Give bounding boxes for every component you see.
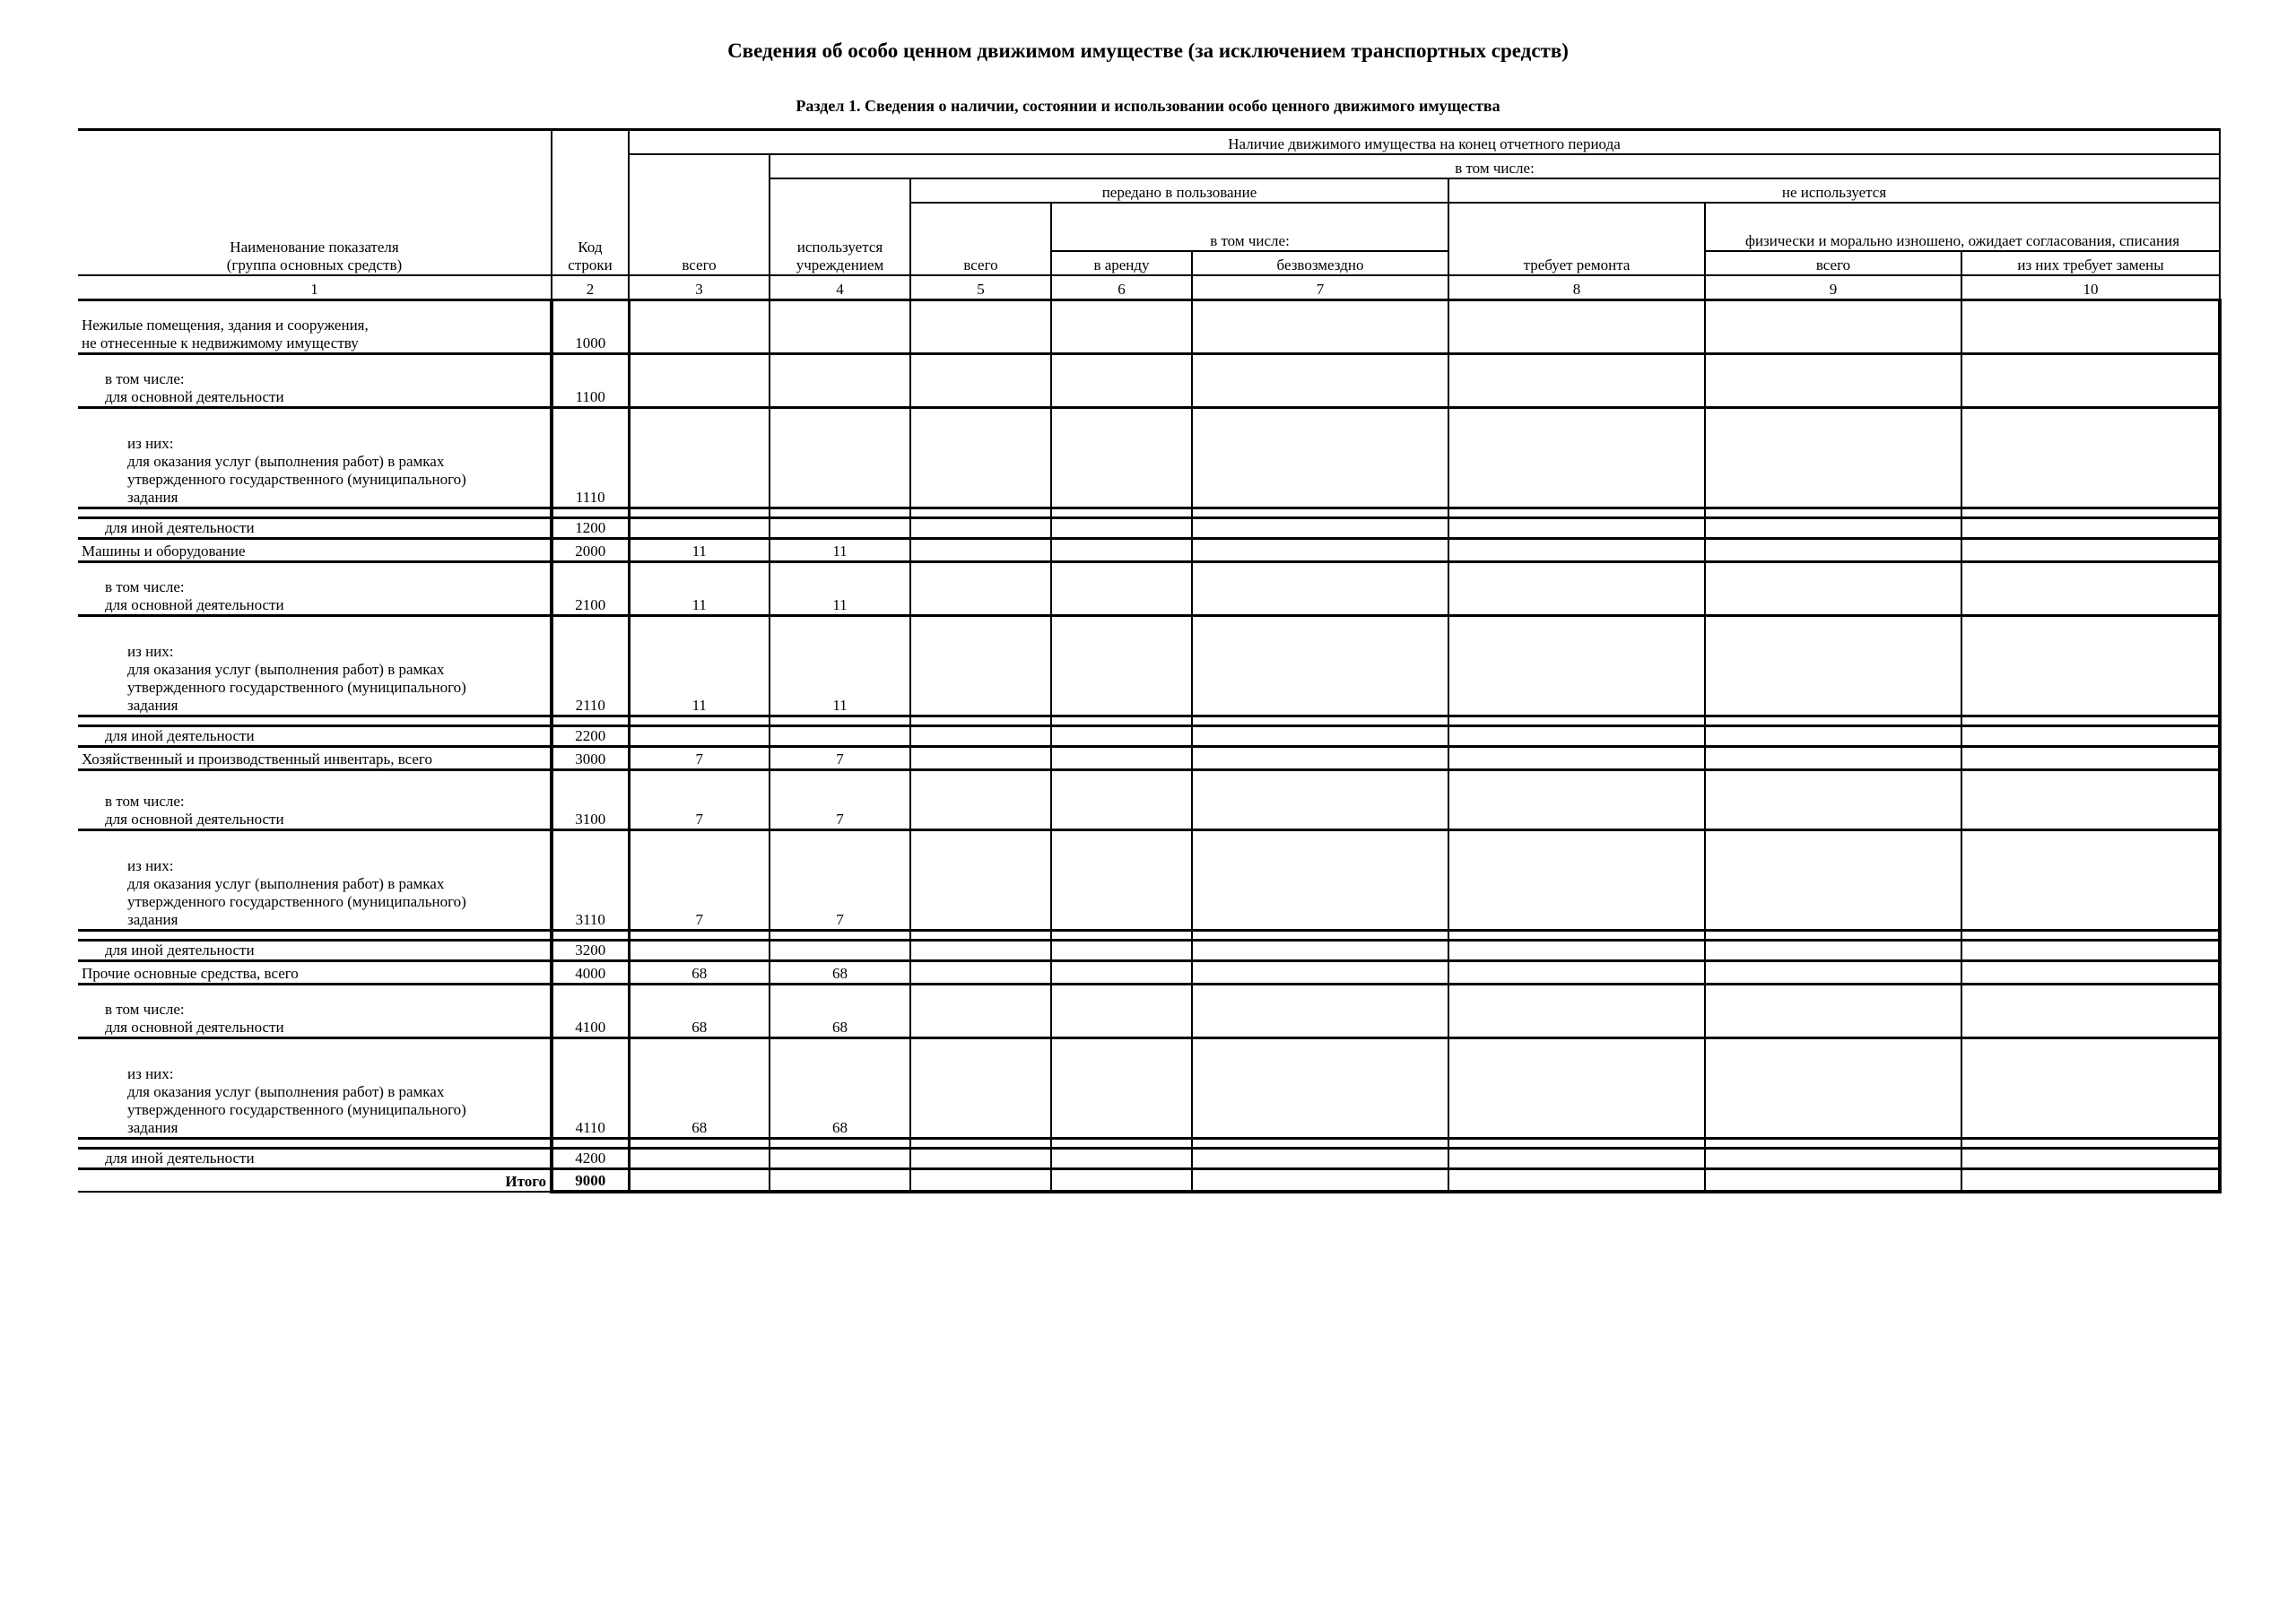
row-code: 2100 [552, 561, 629, 615]
cell-used-by-institution: 7 [770, 829, 910, 930]
cell-col-10 [1961, 960, 2220, 984]
header-transferred-including: в том числе: [1051, 203, 1448, 251]
table-row [78, 725, 2220, 746]
cell-total: 7 [629, 829, 770, 930]
table-row [78, 960, 2220, 984]
total-row [78, 1168, 2220, 1192]
cell-used-by-institution [770, 353, 910, 407]
separator-cell [1961, 716, 2220, 725]
cell-col-8 [1448, 769, 1705, 829]
cell-col-6 [1051, 829, 1192, 930]
cell-col-5 [910, 769, 1051, 829]
cell-col-8 [1448, 746, 1705, 769]
row-code: 3110 [552, 829, 629, 930]
cell-total [629, 517, 770, 538]
total-cell-col-10 [1961, 1168, 2220, 1192]
header-total: всего [629, 154, 770, 275]
cell-col-9 [1705, 561, 1961, 615]
cell-col-8 [1448, 353, 1705, 407]
table-row [78, 538, 2220, 561]
row-name: Прочие основные средства, всего [78, 960, 552, 984]
cell-col-5 [910, 1148, 1051, 1168]
cell-total: 7 [629, 769, 770, 829]
col-number: 4 [770, 275, 910, 300]
cell-col-6 [1051, 1037, 1192, 1138]
cell-col-8 [1448, 615, 1705, 716]
separator-cell [78, 716, 552, 725]
cell-col-10 [1961, 984, 2220, 1037]
cell-used-by-institution: 7 [770, 746, 910, 769]
cell-col-9 [1705, 725, 1961, 746]
separator-cell [552, 716, 629, 725]
separator-cell [1051, 1138, 1192, 1148]
total-cell-col-7 [1192, 1168, 1448, 1192]
separator-cell [1705, 1138, 1961, 1148]
separator-cell [770, 716, 910, 725]
cell-col-5 [910, 940, 1051, 960]
table-row [78, 517, 2220, 538]
separator-cell [1448, 716, 1705, 725]
row-name: Нежилые помещения, здания и сооружения, не отнесенные к недвижимому имуществу [78, 299, 552, 353]
row-name: из них: для оказания услуг (выполнения работ) в рамках утвержденного государственного (муниципального) задания [78, 1037, 552, 1138]
row-code: 3200 [552, 940, 629, 960]
cell-used-by-institution [770, 407, 910, 508]
col-number: 8 [1448, 275, 1705, 300]
separator-cell [629, 716, 770, 725]
cell-total [629, 407, 770, 508]
cell-col-8 [1448, 1148, 1705, 1168]
col-number: 7 [1192, 275, 1448, 300]
cell-col-9 [1705, 1148, 1961, 1168]
table-row [78, 353, 2220, 407]
row-code: 1000 [552, 299, 629, 353]
row-name: в том числе: для основной деятельности [78, 561, 552, 615]
cell-col-9 [1705, 829, 1961, 930]
col-number: 1 [78, 275, 552, 300]
cell-total: 68 [629, 960, 770, 984]
cell-col-5 [910, 984, 1051, 1037]
row-code: 4110 [552, 1037, 629, 1138]
cell-col-6 [1051, 615, 1192, 716]
cell-used-by-institution: 7 [770, 769, 910, 829]
separator-cell [1448, 1138, 1705, 1148]
row-code: 3000 [552, 746, 629, 769]
row-separator [78, 716, 2220, 725]
separator-cell [629, 508, 770, 517]
table-row [78, 407, 2220, 508]
cell-col-8 [1448, 407, 1705, 508]
cell-col-10 [1961, 1148, 2220, 1168]
header-availability: Наличие движимого имущества на конец отчетного периода [629, 130, 2220, 154]
cell-col-9 [1705, 960, 1961, 984]
page-title: Сведения об особо ценном движимом имуществе (за исключением транспортных средств) [727, 39, 1569, 62]
separator-cell [1448, 930, 1705, 940]
cell-col-10 [1961, 353, 2220, 407]
col-number: 5 [910, 275, 1051, 300]
header-transferred-total: всего [910, 203, 1051, 275]
row-name: для иной деятельности [78, 725, 552, 746]
cell-col-10 [1961, 725, 2220, 746]
cell-col-7 [1192, 517, 1448, 538]
cell-col-5 [910, 561, 1051, 615]
separator-cell [1051, 508, 1192, 517]
row-code: 4100 [552, 984, 629, 1037]
cell-col-6 [1051, 517, 1192, 538]
total-label: Итого [78, 1168, 552, 1192]
table-row [78, 940, 2220, 960]
property-table [78, 128, 2222, 1193]
cell-col-8 [1448, 829, 1705, 930]
total-cell-col-5 [910, 1168, 1051, 1192]
cell-col-10 [1961, 561, 2220, 615]
separator-cell [552, 930, 629, 940]
cell-used-by-institution [770, 725, 910, 746]
cell-col-5 [910, 407, 1051, 508]
cell-col-7 [1192, 1148, 1448, 1168]
cell-used-by-institution: 11 [770, 561, 910, 615]
cell-col-7 [1192, 1037, 1448, 1138]
separator-cell [1961, 930, 2220, 940]
cell-col-5 [910, 746, 1051, 769]
cell-used-by-institution: 11 [770, 538, 910, 561]
cell-col-6 [1051, 407, 1192, 508]
row-separator [78, 930, 2220, 940]
cell-col-10 [1961, 1037, 2220, 1138]
separator-cell [910, 930, 1051, 940]
cell-col-7 [1192, 725, 1448, 746]
cell-used-by-institution [770, 940, 910, 960]
cell-col-10 [1961, 746, 2220, 769]
separator-cell [770, 508, 910, 517]
separator-cell [1705, 716, 1961, 725]
separator-cell [1192, 716, 1448, 725]
separator-cell [1192, 930, 1448, 940]
cell-col-6 [1051, 940, 1192, 960]
cell-total: 11 [629, 561, 770, 615]
cell-col-8 [1448, 984, 1705, 1037]
total-cell-col-9 [1705, 1168, 1961, 1192]
cell-col-9 [1705, 1037, 1961, 1138]
separator-cell [1705, 508, 1961, 517]
separator-cell [1051, 716, 1192, 725]
header-worn-total: всего [1705, 251, 1961, 275]
separator-cell [552, 1138, 629, 1148]
cell-col-10 [1961, 407, 2220, 508]
separator-cell [770, 930, 910, 940]
cell-col-10 [1961, 538, 2220, 561]
cell-col-10 [1961, 517, 2220, 538]
row-name: из них: для оказания услуг (выполнения работ) в рамках утвержденного государственного (муниципального) задания [78, 407, 552, 508]
separator-cell [910, 716, 1051, 725]
cell-total: 68 [629, 1037, 770, 1138]
row-name: Хозяйственный и производственный инвентарь, всего [78, 746, 552, 769]
cell-col-5 [910, 615, 1051, 716]
cell-col-7 [1192, 769, 1448, 829]
separator-cell [78, 930, 552, 940]
table-row [78, 769, 2220, 829]
separator-cell [1192, 1138, 1448, 1148]
cell-col-8 [1448, 538, 1705, 561]
row-name: из них: для оказания услуг (выполнения работ) в рамках утвержденного государственного (муниципального) задания [78, 615, 552, 716]
cell-col-6 [1051, 746, 1192, 769]
row-name: для иной деятельности [78, 517, 552, 538]
row-name: в том числе: для основной деятельности [78, 769, 552, 829]
cell-col-5 [910, 829, 1051, 930]
header-free-use: безвозмездно [1192, 251, 1448, 275]
table-row [78, 299, 2220, 353]
total-cell-col-8 [1448, 1168, 1705, 1192]
separator-cell [1705, 930, 1961, 940]
cell-col-9 [1705, 984, 1961, 1037]
header-row-code: Код строки [552, 130, 629, 275]
cell-col-5 [910, 960, 1051, 984]
separator-cell [552, 508, 629, 517]
cell-col-7 [1192, 829, 1448, 930]
header-indicator-name: Наименование показателя (группа основных средств) [78, 130, 552, 275]
cell-col-5 [910, 538, 1051, 561]
cell-col-6 [1051, 561, 1192, 615]
table-row [78, 746, 2220, 769]
row-code: 4200 [552, 1148, 629, 1168]
col-number: 6 [1051, 275, 1192, 300]
row-code: 1100 [552, 353, 629, 407]
cell-col-5 [910, 1037, 1051, 1138]
row-code: 2110 [552, 615, 629, 716]
cell-col-8 [1448, 960, 1705, 984]
cell-col-7 [1192, 407, 1448, 508]
cell-col-9 [1705, 746, 1961, 769]
cell-col-6 [1051, 984, 1192, 1037]
cell-col-6 [1051, 1148, 1192, 1168]
cell-col-6 [1051, 538, 1192, 561]
cell-col-5 [910, 725, 1051, 746]
header-rent: в аренду [1051, 251, 1192, 275]
cell-total [629, 725, 770, 746]
cell-col-7 [1192, 561, 1448, 615]
total-cell-col-6 [1051, 1168, 1192, 1192]
cell-col-7 [1192, 984, 1448, 1037]
header-needs-replacement: из них требует замены [1961, 251, 2220, 275]
cell-col-9 [1705, 407, 1961, 508]
cell-col-10 [1961, 769, 2220, 829]
total-code: 9000 [552, 1168, 629, 1192]
cell-col-7 [1192, 615, 1448, 716]
cell-total [629, 940, 770, 960]
row-code: 1110 [552, 407, 629, 508]
separator-cell [629, 1138, 770, 1148]
cell-col-10 [1961, 299, 2220, 353]
row-code: 4000 [552, 960, 629, 984]
row-name: в том числе: для основной деятельности [78, 984, 552, 1037]
col-number: 2 [552, 275, 629, 300]
cell-total: 11 [629, 615, 770, 716]
cell-col-10 [1961, 615, 2220, 716]
cell-col-6 [1051, 725, 1192, 746]
col-number: 10 [1961, 275, 2220, 300]
cell-col-9 [1705, 769, 1961, 829]
row-separator [78, 1138, 2220, 1148]
total-cell-col-4 [770, 1168, 910, 1192]
cell-total [629, 1148, 770, 1168]
separator-cell [1051, 930, 1192, 940]
row-name: для иной деятельности [78, 1148, 552, 1168]
table-row [78, 561, 2220, 615]
cell-total [629, 353, 770, 407]
cell-col-8 [1448, 517, 1705, 538]
cell-col-9 [1705, 615, 1961, 716]
cell-col-8 [1448, 561, 1705, 615]
cell-used-by-institution: 68 [770, 984, 910, 1037]
separator-cell [629, 930, 770, 940]
row-code: 2000 [552, 538, 629, 561]
cell-col-5 [910, 299, 1051, 353]
cell-total [629, 299, 770, 353]
header-not-used: не используется [1448, 178, 2220, 203]
cell-used-by-institution: 68 [770, 1037, 910, 1138]
cell-used-by-institution: 11 [770, 615, 910, 716]
cell-used-by-institution [770, 299, 910, 353]
section-title: Раздел 1. Сведения о наличии, состоянии и использовании особо ценного движимого имущества [796, 97, 1500, 115]
row-code: 1200 [552, 517, 629, 538]
cell-col-6 [1051, 769, 1192, 829]
row-code: 3100 [552, 769, 629, 829]
separator-cell [910, 1138, 1051, 1148]
cell-col-7 [1192, 299, 1448, 353]
row-name: в том числе: для основной деятельности [78, 353, 552, 407]
cell-col-9 [1705, 517, 1961, 538]
cell-col-8 [1448, 725, 1705, 746]
table-row [78, 984, 2220, 1037]
header-including: в том числе: [770, 154, 2220, 178]
cell-col-9 [1705, 940, 1961, 960]
cell-col-6 [1051, 960, 1192, 984]
cell-col-7 [1192, 940, 1448, 960]
row-name: Машины и оборудование [78, 538, 552, 561]
cell-total: 68 [629, 984, 770, 1037]
table-row [78, 829, 2220, 930]
row-code: 2200 [552, 725, 629, 746]
header-worn-out: физически и морально изношено, ожидает согласования, списания [1705, 203, 2220, 251]
cell-col-7 [1192, 960, 1448, 984]
cell-col-10 [1961, 829, 2220, 930]
cell-total: 11 [629, 538, 770, 561]
cell-col-9 [1705, 299, 1961, 353]
col-number: 3 [629, 275, 770, 300]
header-transferred: передано в пользование [910, 178, 1448, 203]
header-used-by-institution: используется учреждением [770, 178, 910, 275]
cell-col-7 [1192, 353, 1448, 407]
cell-col-9 [1705, 538, 1961, 561]
cell-col-6 [1051, 299, 1192, 353]
cell-col-9 [1705, 353, 1961, 407]
row-name: из них: для оказания услуг (выполнения работ) в рамках утвержденного государственного (муниципального) задания [78, 829, 552, 930]
table-row [78, 615, 2220, 716]
header-needs-repair: требует ремонта [1448, 203, 1705, 275]
cell-used-by-institution: 68 [770, 960, 910, 984]
row-name: для иной деятельности [78, 940, 552, 960]
cell-col-7 [1192, 538, 1448, 561]
separator-cell [1192, 508, 1448, 517]
separator-cell [1961, 1138, 2220, 1148]
row-separator [78, 508, 2220, 517]
cell-col-8 [1448, 1037, 1705, 1138]
table-row [78, 1148, 2220, 1168]
separator-cell [78, 508, 552, 517]
separator-cell [770, 1138, 910, 1148]
separator-cell [78, 1138, 552, 1148]
cell-col-7 [1192, 746, 1448, 769]
cell-col-5 [910, 353, 1051, 407]
separator-cell [1448, 508, 1705, 517]
cell-col-5 [910, 517, 1051, 538]
table-row [78, 1037, 2220, 1138]
cell-col-10 [1961, 940, 2220, 960]
cell-col-8 [1448, 299, 1705, 353]
cell-col-6 [1051, 353, 1192, 407]
separator-cell [1961, 508, 2220, 517]
cell-col-8 [1448, 940, 1705, 960]
cell-used-by-institution [770, 1148, 910, 1168]
separator-cell [910, 508, 1051, 517]
col-number: 9 [1705, 275, 1961, 300]
cell-used-by-institution [770, 517, 910, 538]
cell-total: 7 [629, 746, 770, 769]
total-cell-col-3 [629, 1168, 770, 1192]
